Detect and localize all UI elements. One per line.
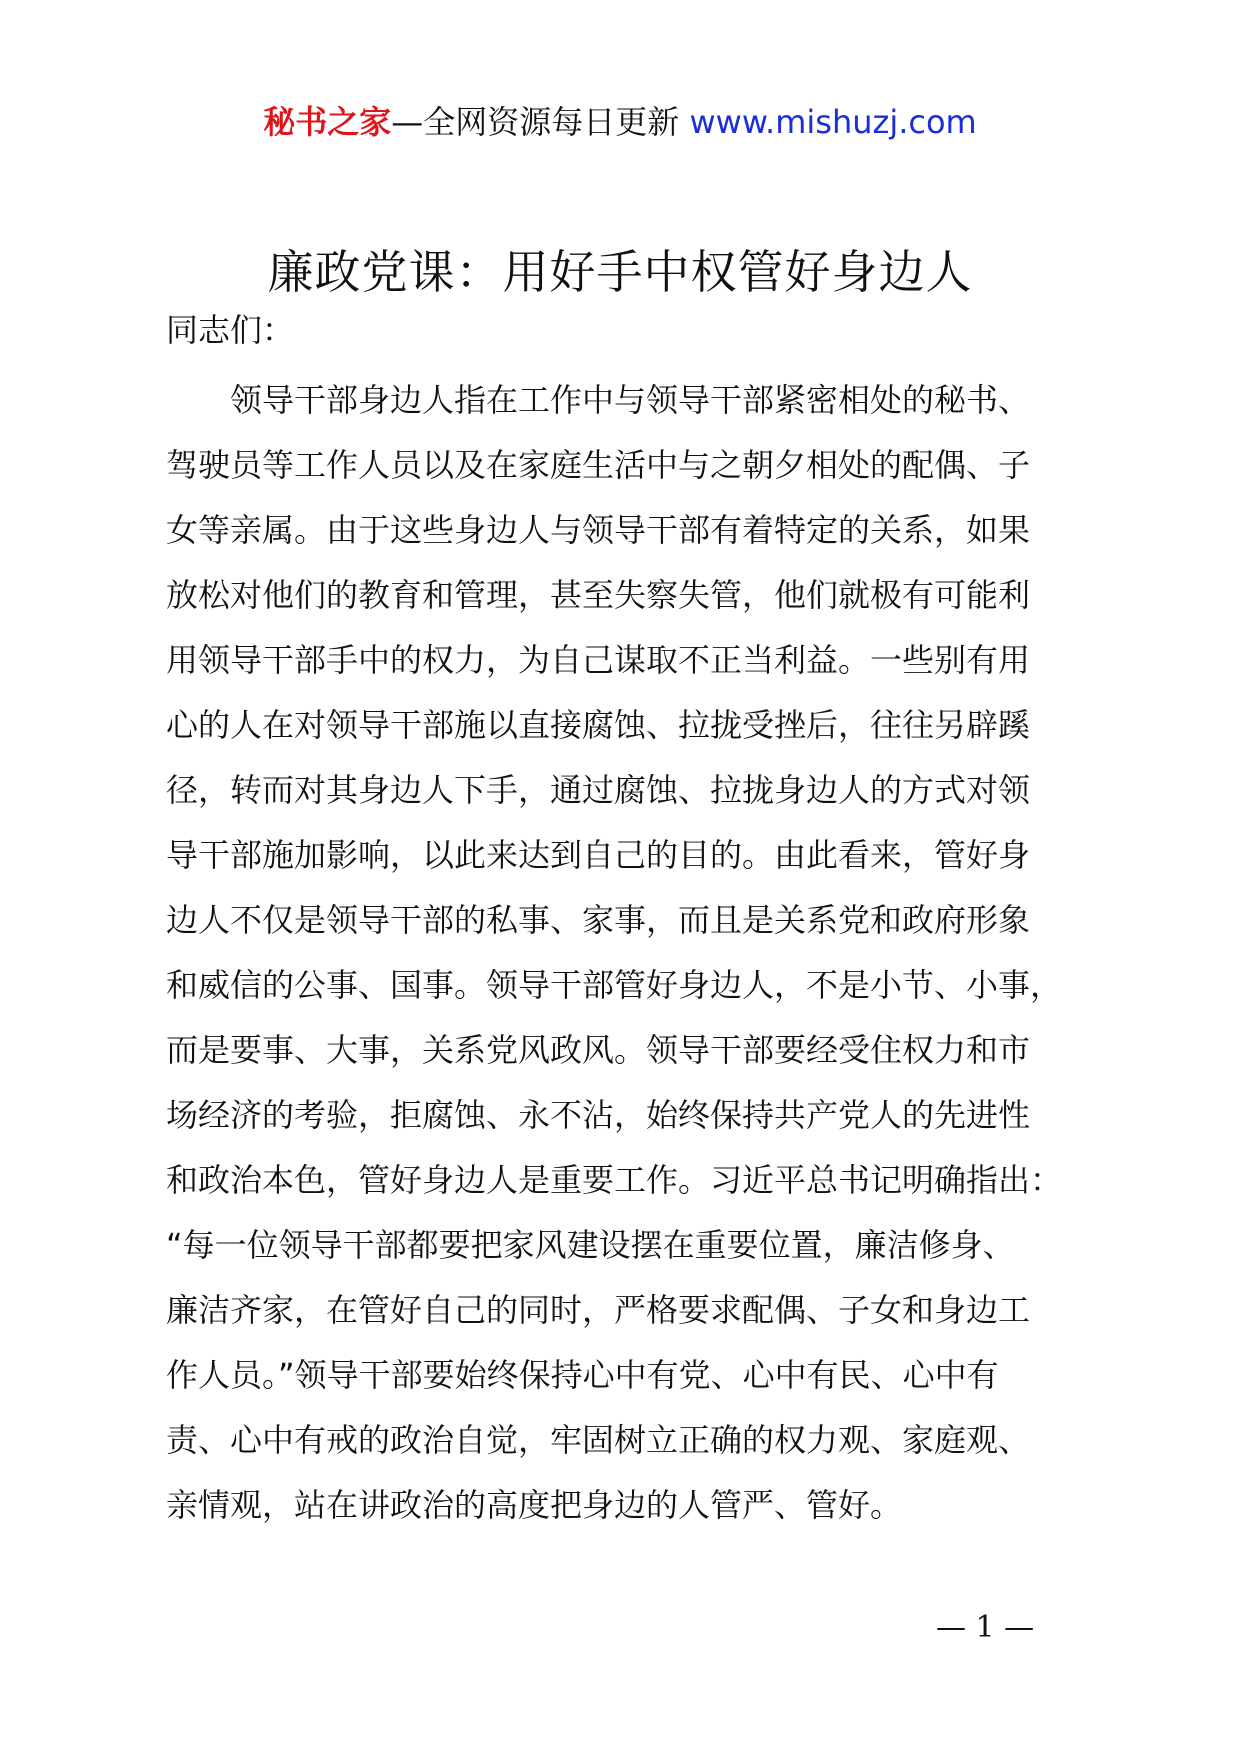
body-line: 和政治本色，管好身边人是重要工作。习近平总书记明确指出： bbox=[166, 1161, 1063, 1199]
site-tagline: —全网资源每日更新 bbox=[391, 103, 680, 141]
body-line: 亲情观，站在讲政治的高度把身边的人管严、管好。 bbox=[166, 1486, 903, 1524]
body-line: 责、心中有戒的政治自觉，牢固树立正确的权力观、家庭观、 bbox=[166, 1421, 1031, 1459]
body-line: 廉洁齐家，在管好自己的同时，严格要求配偶、子女和身边工 bbox=[166, 1291, 1031, 1329]
site-url-link[interactable]: www.mishuzj.com bbox=[689, 103, 977, 141]
body-line: 领导干部身边人指在工作中与领导干部紧密相处的秘书、 bbox=[166, 381, 1031, 419]
body-line: 驾驶员等工作人员以及在家庭生活中与之朝夕相处的配偶、子 bbox=[166, 446, 1031, 484]
body-line: 作人员。”领导干部要始终保持心中有党、心中有民、心中有 bbox=[166, 1356, 999, 1394]
document-title: 廉政党课：用好手中权管好身边人 bbox=[267, 245, 973, 299]
page-number: — 1 — bbox=[936, 1610, 1035, 1645]
body-line: 径，转而对其身边人下手，通过腐蚀、拉拢身边人的方式对领 bbox=[166, 771, 1031, 809]
body-paragraph bbox=[166, 368, 1086, 1538]
body-line: 心的人在对领导干部施以直接腐蚀、拉拢受挫后，往往另辟蹊 bbox=[166, 706, 1031, 744]
salutation: 同志们： bbox=[166, 311, 295, 349]
body-line: 用领导干部手中的权力，为自己谋取不正当利益。一些别有用 bbox=[166, 641, 1031, 679]
body-line: 导干部施加影响，以此来达到自己的目的。由此看来，管好身 bbox=[166, 836, 1031, 874]
body-line: 边人不仅是领导干部的私事、家事，而且是关系党和政府形象 bbox=[166, 901, 1031, 939]
body-line: 而是要事、大事，关系党风政风。领导干部要经受住权力和市 bbox=[166, 1031, 1031, 1069]
body-line: 女等亲属。由于这些身边人与领导干部有着特定的关系，如果 bbox=[166, 511, 1031, 549]
body-line: 放松对他们的教育和管理，甚至失察失管，他们就极有可能利 bbox=[166, 576, 1031, 614]
site-header bbox=[0, 98, 1240, 146]
body-line: “每一位领导干部都要把家风建设摆在重要位置，廉洁修身、 bbox=[166, 1226, 1015, 1264]
body-line: 和威信的公事、国事。领导干部管好身边人，不是小节、小事， bbox=[166, 966, 1063, 1004]
site-name: 秘书之家 bbox=[263, 103, 392, 141]
body-line: 场经济的考验，拒腐蚀、永不沾，始终保持共产党人的先进性 bbox=[166, 1096, 1031, 1134]
